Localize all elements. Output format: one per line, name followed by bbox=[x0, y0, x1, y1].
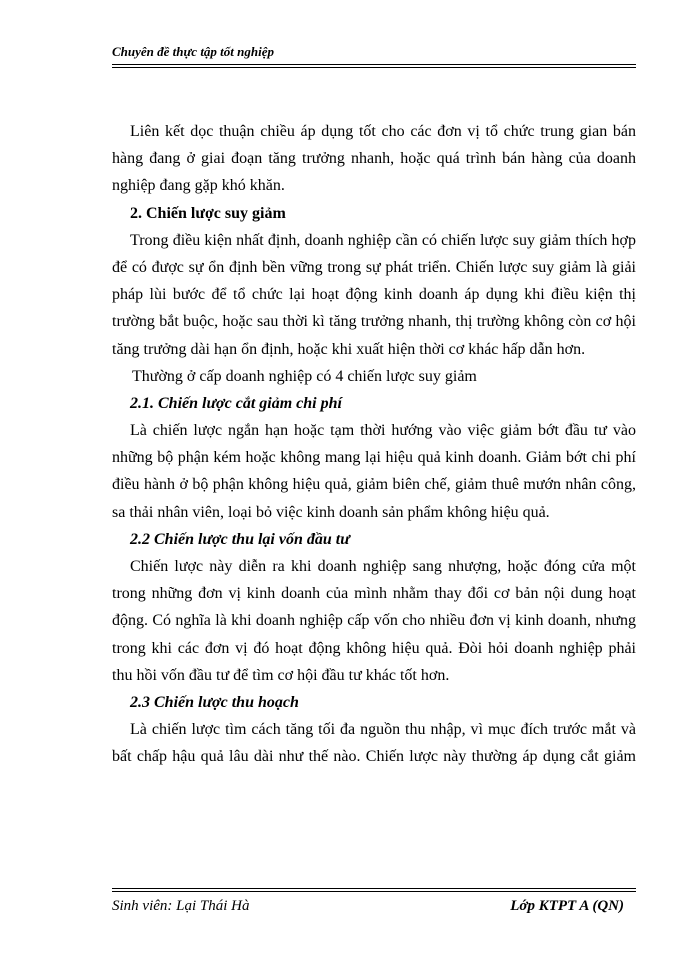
page-header-title: Chuyên đề thực tập tốt nghiệp bbox=[112, 44, 274, 59]
paragraph-line: bất chấp hậu quả lâu dài như thế nào. Chiến lược này thường áp dụng cắt giảm bbox=[112, 748, 636, 766]
paragraph-line: những bộ phận kém hoặc không mang lại hiệu quả kinh doanh. Giảm bớt chi phí bbox=[112, 449, 636, 467]
paragraph-line: Là chiến lược tìm cách tăng tối đa nguồn thu nhập, vì mục đích trước mắt và bbox=[130, 721, 636, 739]
paragraph-line: để có được sự ổn định bền vững trong sự phát triển. Chiến lược suy giảm là giải bbox=[112, 258, 636, 276]
paragraph-line: trong khi các đơn vị đó hoạt động không hiệu quả. Đòi hỏi doanh nghiệp phải bbox=[112, 639, 636, 657]
paragraph-line: trường bắt buộc, hoặc sau thời kì tăng trưởng nhanh, thị trường không còn cơ hội bbox=[112, 313, 636, 331]
footer-divider bbox=[112, 888, 636, 892]
paragraph-line: pháp lùi bước để tổ chức lại hoạt động kinh doanh áp dụng khi điều kiện thị bbox=[112, 286, 636, 304]
subsection-heading: 2.2 Chiến lược thu lại vốn đầu tư bbox=[130, 530, 350, 548]
paragraph-line: tăng trưởng dài hạn ổn định, hoặc khi xuất hiện thời cơ khác hấp dẫn hơn. bbox=[112, 340, 586, 358]
paragraph-line: điều hành ở bộ phận không hiệu quả, giảm biên chế, giảm thuê mướn nhân công, bbox=[112, 476, 636, 494]
paragraph-line: Chiến lược này diễn ra khi doanh nghiệp sang nhượng, hoặc đóng cửa một bbox=[130, 558, 636, 575]
paragraph-line: sa thải nhân viên, loại bỏ việc kinh doanh sản phẩm không hiệu quả. bbox=[112, 503, 550, 521]
footer-student-name: Sinh viên: Lại Thái Hà bbox=[112, 898, 250, 914]
paragraph-line: Là chiến lược ngắn hạn hoặc tạm thời hướng vào việc giảm bớt đầu tư vào bbox=[130, 422, 636, 440]
paragraph-line: động. Có nghĩa là khi doanh nghiệp cấp vốn cho nhiều đơn vị kinh doanh, nhưng bbox=[112, 612, 636, 630]
body-content bbox=[112, 118, 636, 771]
subsection-heading: 2.1. Chiến lược cắt giảm chi phí bbox=[130, 394, 342, 412]
header-divider bbox=[112, 64, 636, 68]
footer-class-name: Lớp KTPT A (QN) bbox=[510, 898, 624, 914]
paragraph-line: Thường ở cấp doanh nghiệp có 4 chiến lược suy giảm bbox=[132, 367, 477, 385]
paragraph-line: trong những đơn vị kinh doanh của mình nhằm thay đổi cơ bản nội dung hoạt bbox=[112, 585, 636, 603]
subsection-heading: 2.3 Chiến lược thu hoạch bbox=[130, 693, 299, 711]
section-heading: 2. Chiến lược suy giảm bbox=[130, 204, 286, 222]
paragraph-line: Trong điều kiện nhất định, doanh nghiệp cần có chiến lược suy giảm thích hợp bbox=[130, 231, 636, 249]
paragraph-line: thu hồi vốn đầu tư để tìm cơ hội đầu tư khác tốt hơn. bbox=[112, 666, 450, 684]
paragraph-line: Liên kết dọc thuận chiều áp dụng tốt cho các đơn vị tổ chức trung gian bán bbox=[130, 123, 636, 140]
paragraph-line: hàng đang ở giai đoạn tăng trưởng nhanh, hoặc quá trình bán hàng của doanh bbox=[112, 150, 636, 168]
paragraph-line: nghiệp đang gặp khó khăn. bbox=[112, 177, 285, 195]
